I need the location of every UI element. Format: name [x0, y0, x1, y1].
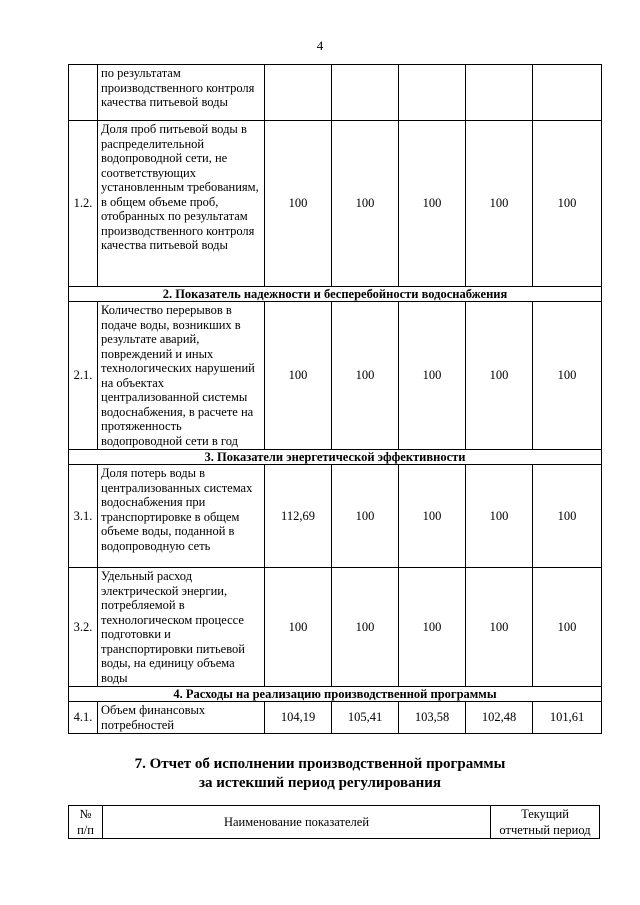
value-cell: 100: [466, 465, 533, 568]
heading-line-2: за истекший период регулирования: [198, 775, 442, 791]
row-description: Объем финансовых потребностей: [98, 702, 265, 734]
value-cell: [332, 65, 399, 121]
col-number-header: [69, 806, 103, 839]
col-period-header: [491, 806, 600, 839]
heading-line-1: 7. Отчет об исполнении производственной программы: [134, 756, 506, 772]
row-description: по результатам производственного контроля качества питьевой воды: [98, 65, 265, 121]
report-header-row: [69, 806, 600, 839]
page-number: 4: [316, 38, 324, 53]
value-cell: [265, 65, 332, 121]
table-row: [69, 65, 602, 121]
table-row: [69, 702, 602, 734]
row-description: Количество перерывов в подаче воды, возникших в результате аварий, повреждений и иных технологических нарушений на объектах централизованной системы водоснабжения, в расчете на протяженность водопроводной сети в год: [98, 302, 265, 450]
row-description: Доля проб питьевой воды в распределительной водопроводной сети, не соответствующих установленным требованиям, в общем объеме проб, отобранных по результатам производственного контроля качества питьевой воды: [98, 121, 265, 287]
row-number: 3.2.: [69, 568, 98, 687]
value-cell: [399, 65, 466, 121]
row-number: 1.2.: [69, 121, 98, 287]
value-cell: 100: [265, 568, 332, 687]
value-cell: 103,58: [399, 702, 466, 734]
row-number: [69, 65, 98, 121]
col-number-line-1: №: [79, 807, 92, 821]
col-name-header: Наименование показателей: [103, 806, 491, 839]
col-period-line-2: отчетный период: [499, 823, 591, 837]
value-cell: 100: [466, 121, 533, 287]
section-header-row: [69, 687, 602, 702]
indicators-table: [68, 64, 602, 734]
value-cell: 100: [399, 568, 466, 687]
col-period-line-1: Текущий: [521, 807, 569, 821]
table-row: [69, 568, 602, 687]
value-cell: 100: [533, 121, 602, 287]
section-title: 3. Показатели энергетической эффективности: [69, 450, 602, 465]
row-number: 4.1.: [69, 702, 98, 734]
value-cell: 100: [399, 121, 466, 287]
value-cell: 100: [399, 302, 466, 450]
table-row: [69, 121, 602, 287]
section-title: 2. Показатель надежности и бесперебойности водоснабжения: [69, 287, 602, 302]
value-cell: 100: [332, 465, 399, 568]
section-header-row: [69, 450, 602, 465]
value-cell: 100: [533, 302, 602, 450]
value-cell: 112,69: [265, 465, 332, 568]
value-cell: 102,48: [466, 702, 533, 734]
table-row: [69, 465, 602, 568]
section-header-row: [69, 287, 602, 302]
table-row: [69, 302, 602, 450]
value-cell: 100: [466, 568, 533, 687]
row-description: Доля потерь воды в централизованных системах водоснабжения при транспортировке в общем объеме воды, поданной в водопроводную сеть: [98, 465, 265, 568]
value-cell: 100: [332, 121, 399, 287]
value-cell: 100: [265, 121, 332, 287]
value-cell: 104,19: [265, 702, 332, 734]
value-cell: [533, 65, 602, 121]
value-cell: 100: [533, 568, 602, 687]
section-title: 4. Расходы на реализацию производственной программы: [69, 687, 602, 702]
value-cell: 100: [332, 568, 399, 687]
value-cell: 100: [332, 302, 399, 450]
value-cell: [466, 65, 533, 121]
row-number: 2.1.: [69, 302, 98, 450]
row-description: Удельный расход электрической энергии, потребляемой в технологическом процессе подготовки и транспортировки питьевой воды, на единицу объема воды: [98, 568, 265, 687]
value-cell: 100: [466, 302, 533, 450]
value-cell: 105,41: [332, 702, 399, 734]
value-cell: 100: [533, 465, 602, 568]
row-number: 3.1.: [69, 465, 98, 568]
col-number-line-2: п/п: [77, 823, 94, 837]
value-cell: 100: [265, 302, 332, 450]
value-cell: 101,61: [533, 702, 602, 734]
report-table: [68, 805, 600, 839]
value-cell: 100: [399, 465, 466, 568]
section-heading: [0, 755, 640, 793]
